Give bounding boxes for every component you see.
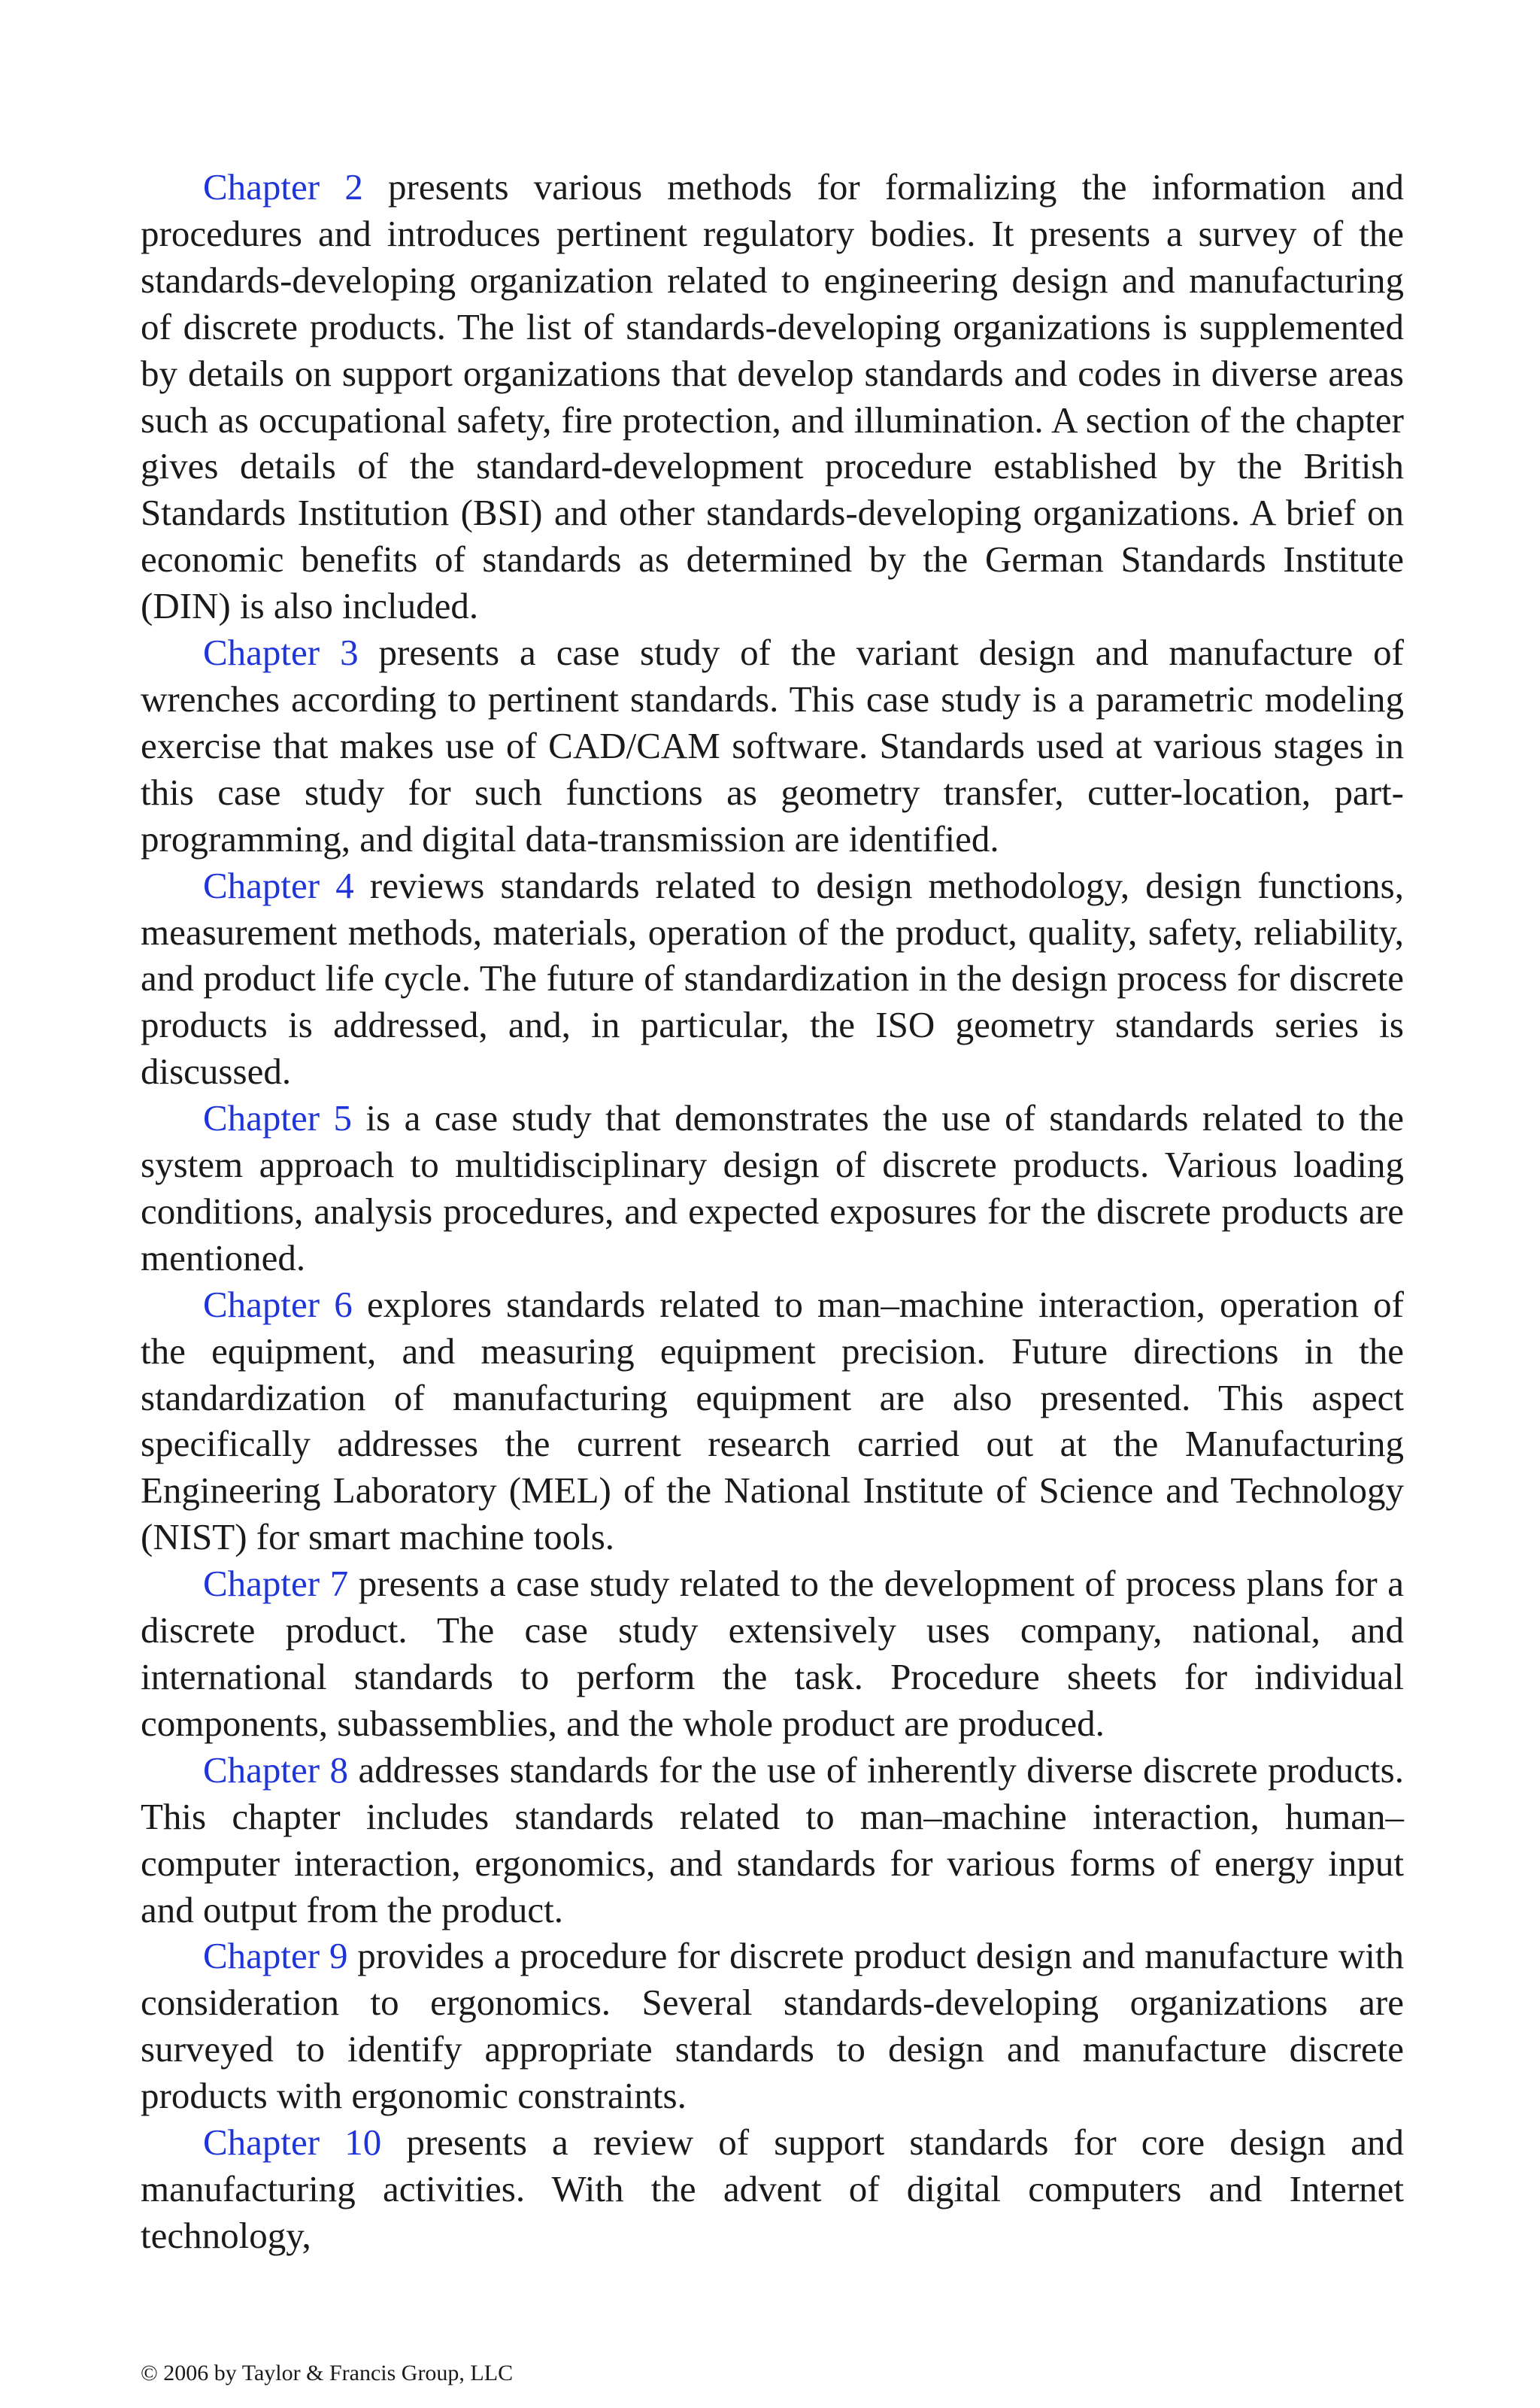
chapter-7-link[interactable]: Chapter 7: [203, 1563, 349, 1605]
paragraph-chapter-9: [141, 1933, 1404, 2119]
paragraph-text: presents a case study of the variant design and manufacture of wrenches according to pertinent standards. This case study is a parametric modeling exercise that makes use of CAD/CAM software. Standards used at various stages in this case study for such functions as geometry transfer, cutter-location, part-programming, and digital data-transmission are identified.: [141, 632, 1404, 860]
chapter-10-link[interactable]: Chapter 10: [203, 2121, 382, 2164]
paragraph-chapter-7: [141, 1560, 1404, 1747]
paragraph-chapter-2: [141, 164, 1404, 629]
chapter-3-link[interactable]: Chapter 3: [203, 632, 359, 674]
chapter-6-link[interactable]: Chapter 6: [203, 1283, 353, 1325]
paragraph-text: presents a case study related to the development of process plans for a discrete product. The case study extensively uses company, national, and international standards to perform the task. Procedure sheets for individual components, subassemblies, and the whole product are produced.: [141, 1563, 1404, 1744]
paragraph-chapter-6: [141, 1281, 1404, 1560]
chapter-9-link[interactable]: Chapter 9: [203, 1935, 348, 1977]
paragraph-text: is a case study that demonstrates the use of standards related to the system approach to multidisciplinary design of discrete products. Various loading conditions, analysis procedures, and expected exposures for the discrete products are mentioned.: [141, 1097, 1404, 1278]
paragraph-chapter-3: [141, 629, 1404, 863]
chapter-8-link[interactable]: Chapter 8: [203, 1748, 349, 1791]
chapter-4-link[interactable]: Chapter 4: [203, 864, 354, 906]
paragraph-chapter-8: [141, 1747, 1404, 1933]
paragraph-chapter-10: [141, 2119, 1404, 2259]
paragraph-text: addresses standards for the use of inherently diverse discrete products. This chapter includes standards related to man–machine interaction, human–computer interaction, ergonomics, and standards for various forms of energy input and output from the product.: [141, 1748, 1404, 1930]
paragraph-text: reviews standards related to design methodology, design functions, measurement methods, materials, operation of the product, quality, safety, reliability, and product life cycle. The future of standardization in the design process for discrete products is addressed, and, in particular, the ISO geometry standards series is discussed.: [141, 864, 1404, 1093]
page-body: [141, 164, 1404, 2259]
copyright-footer: © 2006 by Taylor & Francis Group, LLC: [141, 2361, 514, 2385]
paragraph-chapter-4: [141, 863, 1404, 1096]
paragraph-text: provides a procedure for discrete product design and manufacture with consideration to ergonomics. Several standards-developing organizations are surveyed to identify appropriate standards to design and manufacture discrete products with ergonomic constraints.: [141, 1935, 1404, 2117]
chapter-2-link[interactable]: Chapter 2: [203, 166, 363, 208]
chapter-5-link[interactable]: Chapter 5: [203, 1097, 353, 1139]
paragraph-text: presents various methods for formalizing the information and procedures and introduces pertinent regulatory bodies. It presents a survey of the standards-developing organization related to engineering design and manufacturing of discrete products. The list of standards-developing organizations is supplemented by details on support organizations that develop standards and codes in diverse areas such as occupational safety, fire protection, and illumination. A section of the chapter gives details of the standard-development procedure established by the British Standards Institution (BSI) and other standards-developing organizations. A brief on economic benefits of standards as determined by the German Standards Institute (DIN) is also included.: [141, 166, 1404, 627]
paragraph-chapter-5: [141, 1095, 1404, 1281]
paragraph-text: explores standards related to man–machine interaction, operation of the equipment, and measuring equipment precision. Future directions in the standardization of manufacturing equipment are also presented. This aspect specifically addresses the current research carried out at the Manufacturing Engineering Laboratory (MEL) of the National Institute of Science and Technology (NIST) for smart machine tools.: [141, 1283, 1404, 1558]
paragraph-text: presents a review of support standards for core design and manufacturing activities. With the advent of digital computers and Internet technology,: [141, 2121, 1404, 2256]
